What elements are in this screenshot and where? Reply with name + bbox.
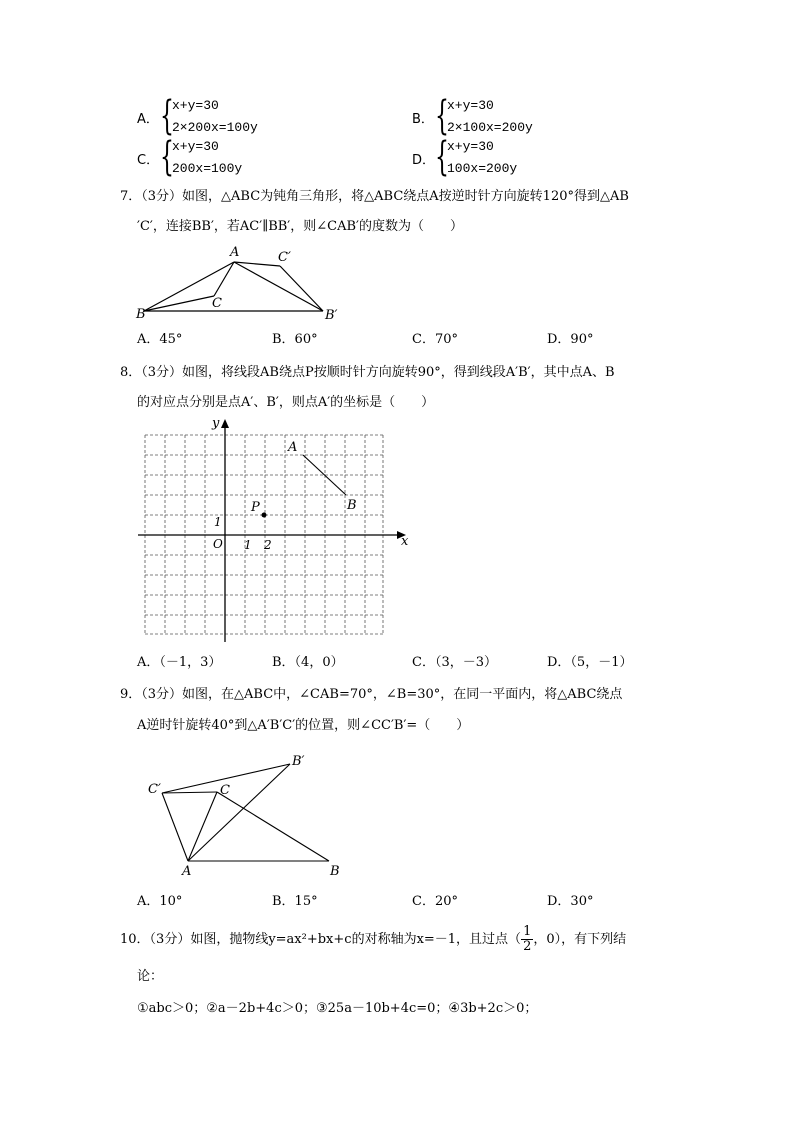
q8-option-a: A．（－1，3）	[137, 655, 222, 670]
q8-label-y1: 1	[214, 515, 222, 529]
q8-y-arrow	[221, 419, 229, 428]
q8-stem-line2: 的对应点分别是点A′、B′，则点A′的坐标是（ ）	[137, 395, 435, 410]
q7-option-a: A．45°	[137, 332, 183, 347]
q10-statements: ①abc＞0；②a－2b+4c＞0；③25a－10b+4c=0；④3b+2c＞0；	[137, 1001, 538, 1016]
q6-option-c-eq1: x+y=30	[172, 139, 219, 154]
q10-stem-part1: 10．（3分）如图，抛物线y=ax²+bx+c的对称轴为x=－1，且过点（	[120, 932, 522, 947]
q9-line-bpa	[188, 764, 290, 861]
q9-option-d: D．30°	[547, 894, 594, 909]
q6-option-b-letter: B．	[412, 112, 434, 127]
q9-option-b: B．15°	[272, 894, 318, 909]
q7-line-cpbp	[280, 266, 323, 311]
q6-option-c-letter: C．	[137, 153, 160, 168]
q8-label-y: y	[212, 416, 220, 431]
q9-option-c: C．20°	[412, 894, 458, 909]
q7-option-d: D．90°	[547, 332, 594, 347]
q10-stem-line1	[120, 920, 626, 960]
q10-stem-line2: 论：	[137, 969, 164, 984]
q6-option-d-eq2: 100x=200y	[447, 161, 518, 176]
q6-option-c-brace: {	[160, 134, 174, 180]
q10-stem-part2: ，0），有下列结	[533, 932, 627, 947]
q10-frac-den: 2	[523, 939, 532, 954]
q9-stem-line2: A逆时针旋转40°到△A′B′C′的位置，则∠CC′B′=（ ）	[137, 718, 470, 733]
q9-line-cpc	[162, 792, 217, 793]
q9-label-cp: C′	[148, 782, 161, 797]
q8-label-p: P	[251, 500, 260, 515]
q9-line-ca	[188, 792, 217, 861]
q9-stem-line1: 9．（3分）如图，在△ABC中，∠CAB=70°，∠B=30°，在同一平面内，将△ABC绕点	[120, 687, 623, 702]
q7-label-c: C	[212, 296, 222, 311]
q7-option-c: C．70°	[412, 332, 458, 347]
q6-option-b-eq1: x+y=30	[447, 98, 494, 113]
q8-label-x2: 2	[264, 538, 272, 552]
q7-stem-line2: ′C′，连接BB′，若AC′∥BB′，则∠CAB′的度数为（ ）	[137, 219, 463, 234]
q6-option-d-letter: D．	[412, 153, 436, 168]
q9-label-c: C	[220, 783, 230, 798]
q9-line-cpa	[162, 793, 188, 861]
q6-option-b-brace: {	[435, 93, 449, 139]
q8-point-p	[262, 513, 267, 518]
q8-label-a: A	[288, 440, 298, 455]
q7-option-b: B．60°	[272, 332, 318, 347]
q8-segment-ab	[303, 455, 346, 495]
q6-option-a-eq2: 2×200x=100y	[172, 120, 258, 135]
q9-label-bp: B′	[292, 754, 305, 769]
q8-label-x: x	[401, 534, 409, 549]
q9-figure	[140, 748, 360, 883]
q8-option-c: C．（3，－3）	[412, 655, 497, 670]
q7-stem-line1: 7．（3分）如图，△ABC为钝角三角形，将△ABC绕点A按逆时针方向旋转120°得到△AB	[120, 189, 629, 204]
q8-label-x1: 1	[244, 538, 252, 552]
q7-label-a: A	[230, 245, 240, 260]
q8-label-o: O	[213, 537, 223, 551]
q6-option-d-eq1: x+y=30	[447, 139, 494, 154]
q7-label-cp: C′	[278, 250, 291, 265]
q7-label-b: B	[136, 307, 146, 322]
q9-label-b: B	[330, 864, 340, 879]
q8-stem-line1: 8．（3分）如图，将线段AB绕点P按顺时针方向旋转90°，得到线段A′B′，其中点A、B	[120, 365, 615, 380]
q8-option-b: B．（4，0）	[272, 655, 344, 670]
q6-option-a-letter: A．	[137, 112, 159, 127]
q10-frac-num: 1	[523, 924, 532, 939]
q9-option-a: A．10°	[137, 894, 183, 909]
q6-option-b-eq2: 2×100x=200y	[447, 120, 533, 135]
q6-option-a-brace: {	[160, 93, 174, 139]
q8-grid-figure	[130, 415, 420, 645]
q6-option-c-eq2: 200x=100y	[172, 161, 243, 176]
q7-line-bc	[144, 296, 214, 311]
q7-figure	[130, 240, 360, 325]
q8-label-b: B	[347, 498, 357, 513]
q6-option-d-brace: {	[435, 134, 449, 180]
q7-line-abp	[234, 262, 323, 311]
q9-label-a: A	[182, 864, 192, 879]
q9-line-cb	[217, 792, 329, 861]
q6-option-a-eq1: x+y=30	[172, 98, 219, 113]
q7-label-bp: B′	[325, 308, 338, 323]
q8-option-d: D．（5，－1）	[547, 655, 633, 670]
q10-fraction	[521, 925, 533, 954]
